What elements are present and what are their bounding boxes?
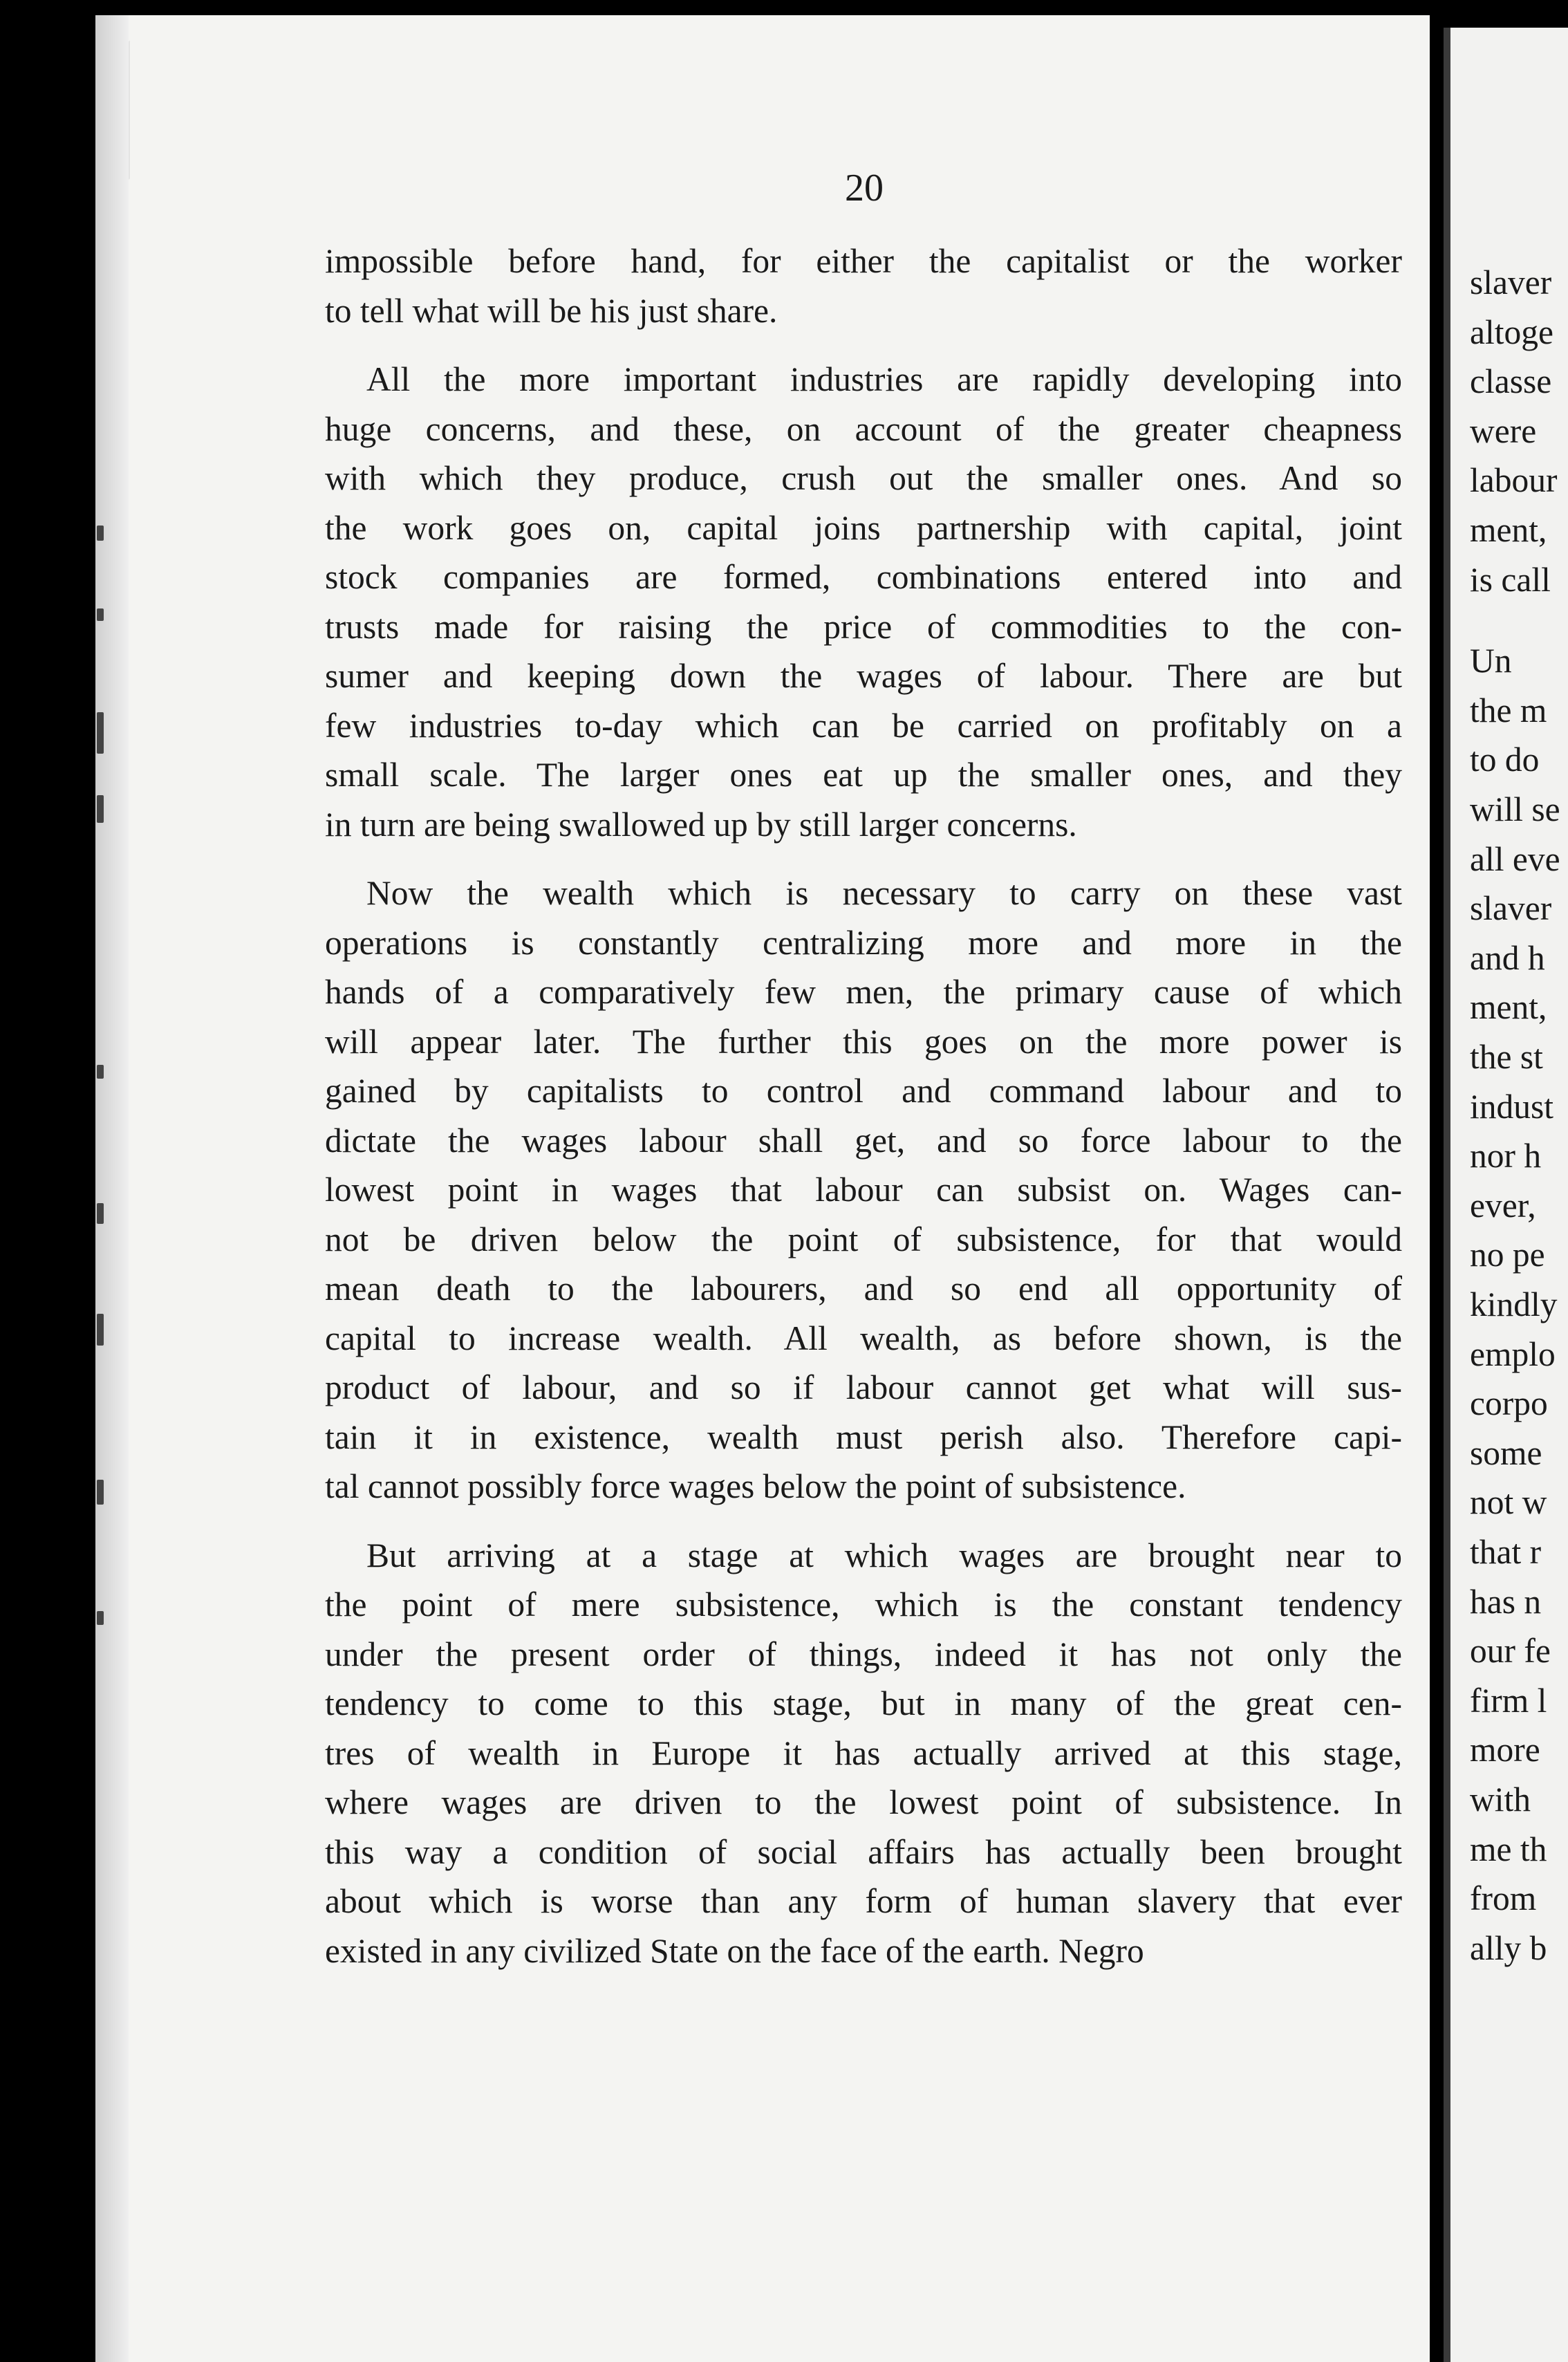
margin-mark xyxy=(97,608,104,621)
text-line: huge concerns, and these, on account of the greater cheapness xyxy=(325,409,1402,448)
text-line: tal cannot possibly force wages below the point of subsistence. xyxy=(325,1467,1186,1505)
body-text xyxy=(325,236,1402,1975)
facing-page-fragment: some xyxy=(1470,1433,1542,1472)
text-line: trusts made for raising the price of commodities to the con- xyxy=(325,607,1402,646)
margin-mark xyxy=(97,526,104,541)
text-line: tendency to come to this stage, but in many of the great cen- xyxy=(325,1684,1402,1722)
facing-page-fragment: me th xyxy=(1470,1830,1547,1868)
facing-page-fragment: the st xyxy=(1470,1038,1543,1076)
text-line: under the present order of things, indeed it has not only the xyxy=(325,1635,1402,1673)
facing-page-fragment: is call xyxy=(1470,560,1551,599)
facing-page-edge xyxy=(1444,28,1568,2362)
facing-page-fragment: ally b xyxy=(1470,1928,1547,1967)
facing-page-fragment: the m xyxy=(1470,691,1547,729)
facing-page-fragment: classe xyxy=(1470,362,1552,401)
facing-page-fragment: were xyxy=(1470,411,1537,450)
text-line: the point of mere subsistence, which is the constant tendency xyxy=(325,1585,1402,1624)
facing-page-fragment: and h xyxy=(1470,938,1545,977)
facing-page-fragment: Un xyxy=(1470,642,1512,680)
text-line: tain it in existence, wealth must perish also. Therefore capi- xyxy=(325,1417,1402,1456)
text-line: the work goes on, capital joins partnership with capital, joint xyxy=(325,508,1402,547)
text-line: operations is constantly centralizing more and more in the xyxy=(325,923,1402,962)
page-number: 20 xyxy=(845,167,884,210)
text-line: But arriving at a stage at which wages are brought near to xyxy=(366,1536,1402,1574)
facing-page-fragment: emplo xyxy=(1470,1335,1556,1373)
facing-page-fragment: from xyxy=(1470,1879,1537,1918)
facing-page-fragment: ever, xyxy=(1470,1186,1536,1225)
text-line: product of labour, and so if labour cannot get what will sus- xyxy=(325,1368,1402,1406)
margin-mark xyxy=(97,1314,104,1346)
facing-page-fragment: more xyxy=(1470,1731,1540,1769)
text-line: about which is worse than any form of human slavery that ever xyxy=(325,1882,1402,1920)
text-line: small scale. The larger ones eat up the smaller ones, and they xyxy=(325,756,1402,794)
facing-page-fragment: firm l xyxy=(1470,1681,1547,1720)
facing-page-fragment: all eve xyxy=(1470,839,1560,878)
text-line: dictate the wages labour shall get, and so force labour to the xyxy=(325,1121,1402,1160)
text-line: to tell what will be his just share. xyxy=(325,291,778,330)
facing-page-fragment: ment, xyxy=(1470,511,1547,549)
text-line: gained by capitalists to control and command labour and to xyxy=(325,1072,1402,1110)
margin-mark xyxy=(97,1203,104,1224)
margin-mark xyxy=(97,795,104,823)
page-gutter-shadow xyxy=(95,15,129,2362)
text-line: impossible before hand, for either the capitalist or the worker xyxy=(325,242,1402,280)
margin-mark xyxy=(97,1480,104,1505)
text-line: where wages are driven to the lowest point of subsistence. In xyxy=(325,1783,1402,1821)
text-line: will appear later. The further this goes on the more power is xyxy=(325,1022,1402,1061)
facing-page-fragment: ment, xyxy=(1470,988,1547,1027)
margin-mark xyxy=(97,1611,104,1625)
margin-mark xyxy=(97,1065,104,1079)
text-line: All the more important industries are rapidly developing into xyxy=(366,360,1402,398)
text-line: this way a condition of social affairs has actually been brought xyxy=(325,1832,1402,1871)
text-line: tres of wealth in Europe it has actually arrived at this stage, xyxy=(325,1733,1402,1772)
text-line: not be driven below the point of subsistence, for that would xyxy=(325,1220,1402,1258)
text-line: in turn are being swallowed up by still larger concerns. xyxy=(325,805,1077,844)
facing-page-fragment: to do xyxy=(1470,741,1540,779)
text-line: lowest point in wages that labour can subsist on. Wages can- xyxy=(325,1171,1402,1209)
facing-page-fragment: nor h xyxy=(1470,1137,1542,1175)
facing-page-fragment: not w xyxy=(1470,1483,1547,1522)
facing-page-fragment: has n xyxy=(1470,1582,1542,1621)
facing-page-fragment: labour xyxy=(1470,461,1558,500)
facing-page-fragment: that r xyxy=(1470,1533,1542,1571)
facing-page-fragment: corpo xyxy=(1470,1384,1548,1423)
text-line: with which they produce, crush out the smaller ones. And so xyxy=(325,459,1402,497)
text-line: mean death to the labourers, and so end all opportunity of xyxy=(325,1270,1402,1308)
facing-page-fragment: our fe xyxy=(1470,1632,1551,1671)
facing-page-fragment: will se xyxy=(1470,790,1560,828)
text-line: existed in any civilized State on the face of the earth. Negro xyxy=(325,1931,1144,1970)
text-line: Now the wealth which is necessary to carry on these vast xyxy=(366,874,1402,912)
facing-page-fragment: no pe xyxy=(1470,1236,1545,1274)
text-line: capital to increase wealth. All wealth, as before shown, is the xyxy=(325,1319,1402,1357)
facing-page-fragment: indust xyxy=(1470,1087,1554,1126)
text-line: few industries to-day which can be carried on profitably on a xyxy=(325,706,1402,745)
margin-mark xyxy=(97,712,104,754)
facing-page-fragment: altoge xyxy=(1470,313,1553,351)
facing-page-fragment: slaver xyxy=(1470,889,1552,928)
facing-page-fragment: with xyxy=(1470,1780,1531,1819)
facing-page-fragment: kindly xyxy=(1470,1285,1558,1323)
text-line: hands of a comparatively few men, the primary cause of which xyxy=(325,973,1402,1011)
facing-page-fragment: slaver xyxy=(1470,263,1552,301)
text-line: sumer and keeping down the wages of labour. There are but xyxy=(325,657,1402,695)
text-line: stock companies are formed, combinations entered into and xyxy=(325,558,1402,596)
